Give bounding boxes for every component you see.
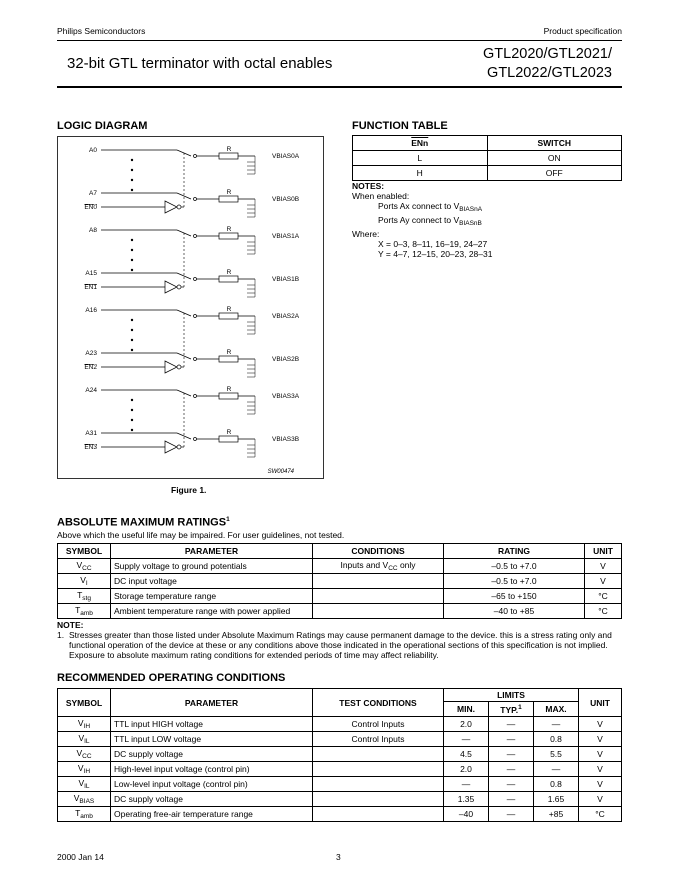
rating-cell: –65 to +150 bbox=[444, 589, 585, 604]
max-cell: — bbox=[534, 717, 579, 732]
typ-cell: — bbox=[489, 792, 534, 807]
bias-label: VBIAS2A bbox=[272, 313, 300, 320]
typ-cell: — bbox=[489, 732, 534, 747]
symbol-cell: $V_{CC}$ bbox=[58, 747, 111, 762]
parameter-cell: Supply voltage to ground potentials bbox=[111, 559, 313, 574]
min-cell: 2.0 bbox=[444, 717, 489, 732]
fn-header-switch: SWITCH bbox=[487, 136, 622, 151]
continuation-dot bbox=[131, 179, 133, 181]
function-table bbox=[352, 135, 622, 181]
switch-contact bbox=[194, 278, 197, 281]
symbol-cell: $V_I$ bbox=[58, 574, 111, 589]
continuation-dot bbox=[131, 399, 133, 401]
switch-contact bbox=[194, 438, 197, 441]
unit-cell: V bbox=[579, 777, 622, 792]
unit-cell: V bbox=[579, 717, 622, 732]
input-label: A16 bbox=[85, 307, 97, 314]
table-row bbox=[58, 777, 622, 792]
enable-label: EN2 bbox=[84, 364, 97, 371]
col-header: TYP.$^1$ bbox=[489, 702, 534, 717]
abs-max-table bbox=[57, 543, 622, 619]
parameter-cell: DC supply voltage bbox=[111, 792, 313, 807]
fn-ports-ay: Ports Ay connect to $V_{BIASnB}$ bbox=[378, 215, 482, 227]
input-label: A7 bbox=[89, 190, 97, 197]
test-cell: Control Inputs bbox=[313, 717, 444, 732]
unit-cell: V bbox=[579, 762, 622, 777]
resistor bbox=[219, 153, 238, 159]
inverter-bubble bbox=[177, 285, 181, 289]
table-row bbox=[58, 604, 622, 619]
input-label: A24 bbox=[85, 387, 97, 394]
col-header: PARAMETER bbox=[111, 544, 313, 559]
footer-date: 2000 Jan 14 bbox=[57, 852, 104, 862]
bias-label: VBIAS3A bbox=[272, 393, 300, 400]
bias-label: VBIAS3B bbox=[272, 436, 300, 443]
switch-contact bbox=[194, 358, 197, 361]
bias-label: VBIAS0A bbox=[272, 153, 300, 160]
bias-label: VBIAS2B bbox=[272, 356, 300, 363]
resistor bbox=[219, 393, 238, 399]
switch-contact bbox=[194, 315, 197, 318]
conditions-cell bbox=[313, 589, 444, 604]
input-label: A0 bbox=[89, 147, 97, 154]
typ-cell: — bbox=[489, 717, 534, 732]
col-header: CONDITIONS bbox=[313, 544, 444, 559]
continuation-dot bbox=[131, 419, 133, 421]
table-row bbox=[58, 717, 622, 732]
fn-y-def: Y = 4–7, 12–15, 20–23, 28–31 bbox=[378, 249, 493, 259]
rating-cell: –0.5 to +7.0 bbox=[444, 559, 585, 574]
logic-diagram-svg bbox=[57, 136, 324, 479]
doc-title: 32-bit GTL terminator with octal enables bbox=[67, 55, 333, 72]
table-row bbox=[353, 151, 622, 166]
typ-cell: — bbox=[489, 762, 534, 777]
test-cell bbox=[313, 792, 444, 807]
min-cell: 1.35 bbox=[444, 792, 489, 807]
typ-cell: — bbox=[489, 807, 534, 822]
note-number: 1. bbox=[57, 630, 65, 640]
company-name: Philips Semiconductors bbox=[57, 26, 146, 36]
symbol-cell: $T_{stg}$ bbox=[58, 589, 111, 604]
col-header: SYMBOL bbox=[58, 544, 111, 559]
typ-cell: — bbox=[489, 747, 534, 762]
col-header: TEST CONDITIONS bbox=[313, 689, 444, 717]
fn-cell: L bbox=[353, 151, 488, 166]
note-text: Stresses greater than those listed under Absolute Maximum Ratings may cause permanent damage to the device. this is a stress rating only and functional operation of the device at these or any conditions above those indicated in the operational sections of this specification is not implied. Exposure to absolute maximum rating conditions for extended periods of time may affect reliability. bbox=[69, 630, 612, 660]
continuation-dot bbox=[131, 409, 133, 411]
symbol-cell: $T_{amb}$ bbox=[58, 604, 111, 619]
inverter-buffer bbox=[165, 361, 177, 373]
inverter-bubble bbox=[177, 365, 181, 369]
unit-cell: V bbox=[585, 574, 622, 589]
unit-cell: V bbox=[579, 732, 622, 747]
max-cell: 0.8 bbox=[534, 732, 579, 747]
continuation-dot bbox=[131, 329, 133, 331]
resistor-label: R bbox=[226, 226, 232, 233]
abs-max-title: ABSOLUTE MAXIMUM RATINGS$^1$ bbox=[57, 516, 230, 529]
unit-cell: V bbox=[585, 559, 622, 574]
table-row bbox=[58, 792, 622, 807]
symbol-cell: $V_{BIAS}$ bbox=[58, 792, 111, 807]
test-cell bbox=[313, 762, 444, 777]
resistor-label: R bbox=[226, 189, 232, 196]
table-row bbox=[58, 747, 622, 762]
unit-cell: V bbox=[579, 747, 622, 762]
inverter-bubble bbox=[177, 205, 181, 209]
abs-max-note bbox=[57, 620, 623, 660]
min-cell: 2.0 bbox=[444, 762, 489, 777]
note-item bbox=[57, 630, 623, 660]
min-cell: — bbox=[444, 732, 489, 747]
continuation-dot bbox=[131, 429, 133, 431]
table-row bbox=[58, 762, 622, 777]
continuation-dot bbox=[131, 169, 133, 171]
switch-contact bbox=[194, 395, 197, 398]
continuation-dot bbox=[131, 339, 133, 341]
parameter-cell: TTL input HIGH voltage bbox=[111, 717, 313, 732]
resistor bbox=[219, 196, 238, 202]
fn-cell: H bbox=[353, 166, 488, 181]
max-cell: 0.8 bbox=[534, 777, 579, 792]
header-rule-bottom bbox=[57, 86, 622, 88]
continuation-dot bbox=[131, 189, 133, 191]
symbol-cell: $V_{CC}$ bbox=[58, 559, 111, 574]
part-line-1: GTL2020/GTL2021/ bbox=[483, 46, 612, 62]
switch-contact bbox=[194, 235, 197, 238]
symbol-cell: $V_{IL}$ bbox=[58, 777, 111, 792]
abs-max-subtitle: Above which the useful life may be impaired. For user guidelines, not tested. bbox=[57, 530, 345, 540]
resistor bbox=[219, 436, 238, 442]
inverter-buffer bbox=[165, 281, 177, 293]
unit-cell: °C bbox=[585, 589, 622, 604]
rating-cell: –0.5 to +7.0 bbox=[444, 574, 585, 589]
col-header: RATING bbox=[444, 544, 585, 559]
continuation-dot bbox=[131, 319, 133, 321]
diagram-frame bbox=[58, 137, 324, 479]
figure-code: SW00474 bbox=[267, 469, 294, 475]
symbol-cell: $V_{IH}$ bbox=[58, 762, 111, 777]
inverter-buffer bbox=[165, 201, 177, 213]
resistor-label: R bbox=[226, 349, 232, 356]
input-label: A15 bbox=[85, 270, 97, 277]
col-header: UNIT bbox=[585, 544, 622, 559]
fn-header-enn: $\overline{ENn}$ bbox=[353, 136, 488, 151]
continuation-dot bbox=[131, 259, 133, 261]
bias-label: VBIAS1B bbox=[272, 276, 300, 283]
parameter-cell: TTL input LOW voltage bbox=[111, 732, 313, 747]
col-header: MAX. bbox=[534, 702, 579, 717]
unit-cell: V bbox=[579, 792, 622, 807]
rec-op-title: RECOMMENDED OPERATING CONDITIONS bbox=[57, 672, 286, 684]
col-header-limits: LIMITS bbox=[444, 689, 579, 702]
resistor-label: R bbox=[226, 146, 232, 153]
input-label: A8 bbox=[89, 227, 97, 234]
bias-label: VBIAS0B bbox=[272, 196, 300, 203]
part-line-2: GTL2022/GTL2023 bbox=[487, 65, 612, 81]
resistor-label: R bbox=[226, 386, 232, 393]
fn-where: Where: bbox=[352, 229, 380, 239]
max-cell: 5.5 bbox=[534, 747, 579, 762]
max-cell: +85 bbox=[534, 807, 579, 822]
logic-diagram-title: LOGIC DIAGRAM bbox=[57, 120, 148, 132]
enable-label: EN3 bbox=[84, 444, 97, 451]
input-label: A31 bbox=[85, 430, 97, 437]
table-row bbox=[58, 807, 622, 822]
fn-cell: OFF bbox=[487, 166, 622, 181]
figure-caption: Figure 1. bbox=[171, 485, 207, 495]
test-cell bbox=[313, 777, 444, 792]
footer-page: 3 bbox=[336, 852, 341, 862]
continuation-dot bbox=[131, 269, 133, 271]
col-header: MIN. bbox=[444, 702, 489, 717]
col-header: UNIT bbox=[579, 689, 622, 717]
resistor bbox=[219, 313, 238, 319]
resistor-label: R bbox=[226, 306, 232, 313]
typ-cell: — bbox=[489, 777, 534, 792]
test-cell bbox=[313, 747, 444, 762]
max-cell: 1.65 bbox=[534, 792, 579, 807]
rating-cell: –40 to +85 bbox=[444, 604, 585, 619]
function-notes bbox=[352, 181, 492, 259]
continuation-dot bbox=[131, 349, 133, 351]
inverter-bubble bbox=[177, 445, 181, 449]
parameter-cell: Ambient temperature range with power applied bbox=[111, 604, 313, 619]
unit-cell: °C bbox=[585, 604, 622, 619]
fn-notes-title: NOTES: bbox=[352, 181, 385, 191]
min-cell: — bbox=[444, 777, 489, 792]
enable-label: EN1 bbox=[84, 284, 97, 291]
table-row bbox=[58, 559, 622, 574]
resistor bbox=[219, 356, 238, 362]
input-label: A23 bbox=[85, 350, 97, 357]
enable-label: EN0 bbox=[84, 204, 97, 211]
parameter-cell: DC supply voltage bbox=[111, 747, 313, 762]
parameter-cell: DC input voltage bbox=[111, 574, 313, 589]
test-cell bbox=[313, 807, 444, 822]
symbol-cell: $V_{IH}$ bbox=[58, 717, 111, 732]
min-cell: –40 bbox=[444, 807, 489, 822]
function-table-title: FUNCTION TABLE bbox=[352, 120, 448, 132]
unit-cell: °C bbox=[579, 807, 622, 822]
note-title: NOTE: bbox=[57, 620, 84, 630]
table-row bbox=[58, 574, 622, 589]
table-row bbox=[58, 732, 622, 747]
fn-x-def: X = 0–3, 8–11, 16–19, 24–27 bbox=[378, 239, 488, 249]
bias-label: VBIAS1A bbox=[272, 233, 300, 240]
conditions-cell: Inputs and $V_{CC}$ only bbox=[313, 559, 444, 574]
conditions-cell bbox=[313, 604, 444, 619]
col-header: PARAMETER bbox=[111, 689, 313, 717]
doc-type: Product specification bbox=[543, 26, 622, 36]
conditions-cell bbox=[313, 574, 444, 589]
table-row bbox=[353, 166, 622, 181]
parameter-cell: Storage temperature range bbox=[111, 589, 313, 604]
symbol-cell: $V_{IL}$ bbox=[58, 732, 111, 747]
test-cell: Control Inputs bbox=[313, 732, 444, 747]
col-header: SYMBOL bbox=[58, 689, 111, 717]
parameter-cell: High-level input voltage (control pin) bbox=[111, 762, 313, 777]
rec-op-table bbox=[57, 688, 622, 822]
continuation-dot bbox=[131, 239, 133, 241]
resistor bbox=[219, 233, 238, 239]
switch-contact bbox=[194, 198, 197, 201]
part-numbers bbox=[483, 45, 612, 83]
resistor-label: R bbox=[226, 269, 232, 276]
continuation-dot bbox=[131, 249, 133, 251]
parameter-cell: Low-level input voltage (control pin) bbox=[111, 777, 313, 792]
continuation-dot bbox=[131, 159, 133, 161]
logic-diagram bbox=[57, 136, 324, 479]
min-cell: 4.5 bbox=[444, 747, 489, 762]
table-row bbox=[58, 589, 622, 604]
max-cell: — bbox=[534, 762, 579, 777]
fn-ports-ax: Ports Ax connect to $V_{BIASnA}$ bbox=[378, 201, 483, 213]
resistor bbox=[219, 276, 238, 282]
resistor-label: R bbox=[226, 429, 232, 436]
switch-contact bbox=[194, 155, 197, 158]
fn-when-enabled: When enabled: bbox=[352, 191, 410, 201]
parameter-cell: Operating free-air temperature range bbox=[111, 807, 313, 822]
header-rule-top bbox=[57, 40, 622, 41]
symbol-cell: $T_{amb}$ bbox=[58, 807, 111, 822]
fn-cell: ON bbox=[487, 151, 622, 166]
inverter-buffer bbox=[165, 441, 177, 453]
